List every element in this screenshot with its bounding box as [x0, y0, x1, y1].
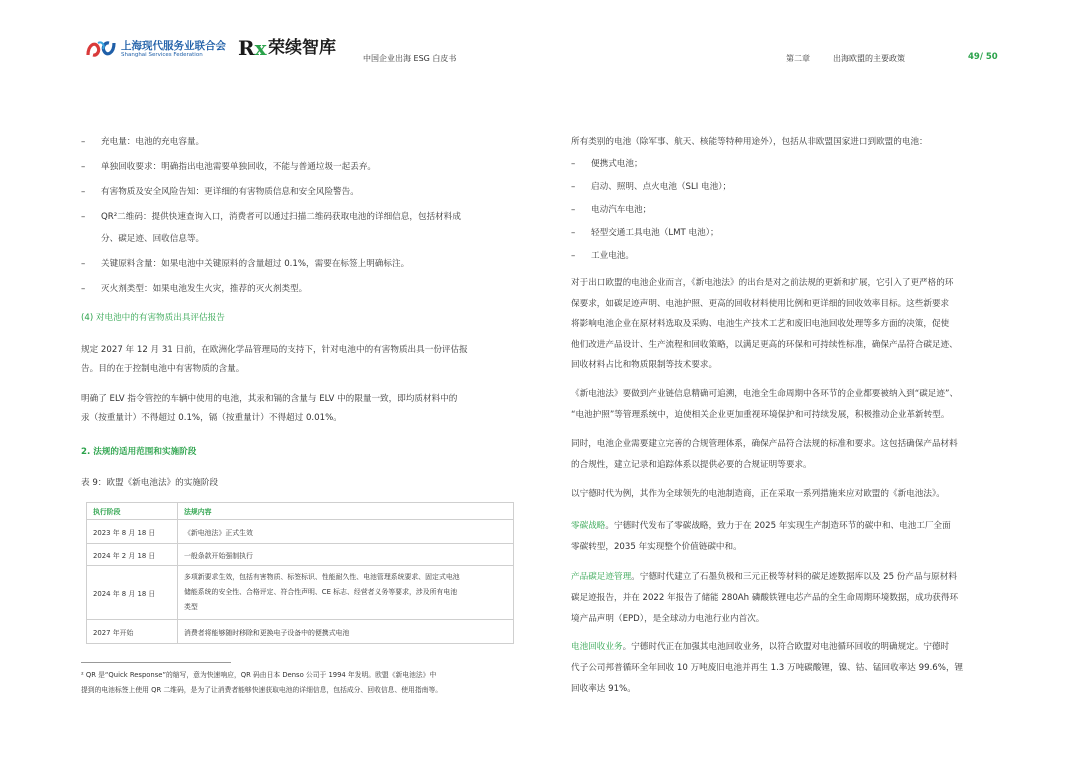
footprint-paragraph: 产品碳足迹管理。宁德时代建立了石墨负极和三元正极等材料的碳足迹数据库以及 25 份产品与原材料 碳足迹报告，并在 2022 年报告了储能 280Ah 磷酸铁锂电芯产品的全生命周期环境数据，成功获得环 境产品声明（EPD），是全球动力电池行业内首次。 [571, 572, 959, 624]
footnote-divider [81, 662, 231, 663]
table-row [87, 566, 514, 620]
rx-mark-r: R [238, 36, 255, 60]
table-cell-content: 消费者将能够随时移除和更换电子设备中的便携式电池 [178, 620, 514, 644]
rx-mark-x: x [254, 36, 267, 60]
federation-name-en: Shanghai Services Federation [121, 52, 203, 58]
section-heading: 2. 法规的适用范围和实施阶段 [81, 447, 197, 457]
paragraph: 明确了 ELV 指令管控的车辆中使用的电池，其汞和镉的含量与 ELV 中的限量一致，即均质材料中的 汞（按重量计）不得超过 0.1%，镉（按重量计）不得超过 0.01%。 [81, 394, 458, 423]
table-cell-stage: 2024 年 2 月 18 日 [87, 544, 178, 566]
brand-name: 荣续智库 [268, 38, 336, 58]
footprint-label: 产品碳足迹管理 [571, 572, 632, 582]
table-cell-stage: 2023 年 8 月 18 日 [87, 520, 178, 544]
table-caption: 表 9：欧盟《新电池法》的实施阶段 [81, 478, 219, 488]
right-column: 所有类别的电池（除军事、航天、核能等特种用途外），包括从非欧盟国家进口到欧盟的电池： – 便携式电池； – 启动、照明、点火电池（SLI 电池）； – 电动汽车电池； – 轻型交通工具电池（LMT 电池）； – 工业电池。 对于出口欧盟的电池企业而言，《新电池法》的出台是对之前法规的更新和扩展，它引入了更严格的环 保要求，如碳足迹声明、电池护照、更高的回收材料使用比例和更详细的回收效率目标。这些新要求 将影响电池企业在原材料选取及采购、电池生产技术工艺和废旧电池回收处理等多方面的决策，促使 他们改进产品设计、生产流程和回收策略，以满足更高的环保和可持续性标准，确保产品符合碳足迹、 回收材料占比和物质限制等技术要求。 《新电池法》要做到产业链信息精确可追溯，电池全生命周期中各环节的企业都要被纳入到“碳足迹”、 “电池护照”等管理系统中，迫使相关企业更加重视环境保护和可持续发展，积极推动企业革新转型。 同时，电池企业需要建立完善的合规管理体系，确保产品符合法规的标准和要求。这包括确保产品材料 的合规性，建立记录和追踪体系以提供必要的合规证明等要求。 以宁德时代为例，其作为全球领先的电池制造商，正在采取一系列措施来应对欧盟的《新电池法》。 零碳战略。宁德时代发布了零碳战略，致力于在 2025 年实现生产制造环节的碳中和、电池工厂全面 零碳转型，2035 年实现整个价值链碳中和。 产品碳足迹管理。宁德时代建立了石墨负极和三元正极等材料的碳足迹数据库以及 25 份产品与原材料 碳足迹报告，并在 2022 年报告了储能 280Ah 磷酸铁锂电芯产品的全生命周期环境数据，成功获得环 境产品声明（EPD），是全球动力电池行业内首次。 电池回收业务。宁德时代正在加强其电池回收业务，以符合欧盟对电池循环回收的明确规定。宁德时 代子公司邦普循环全年回收 10 万吨废旧电池并再生 1.3 万吨碳酸锂，镍、钴、锰回收率达 99.6%，锂 回收率达 91%。 [571, 0, 1011, 764]
implementation-table [86, 502, 514, 644]
federation-name-cn: 上海现代服务业联合会 [121, 40, 226, 52]
paragraph: 同时，电池企业需要建立完善的合规管理体系，确保产品符合法规的标准和要求。这包括确保产品材料 的合规性，建立记录和追踪体系以提供必要的合规证明等要求。 [571, 439, 958, 470]
sub-heading: (4) 对电池中的有害物质出具评估报告 [81, 313, 225, 323]
table-cell-content: 一般条款开始强制执行 [178, 544, 514, 566]
recycling-label: 电池回收业务 [571, 642, 623, 652]
paragraph: 规定 2027 年 12 月 31 日前，在欧洲化学品管理局的支持下，针对电池中的有害物质出具一份评估报 告。目的在于控制电池中有害物质的含量。 [81, 345, 468, 374]
left-column: – 充电量：电池的充电容量。 – 单独回收要求：明确指出电池需要单独回收，不能与普通垃圾一起丢弃。 – 有害物质及安全风险告知：更详细的有害物质信息和安全风险警告。 – QR²二维码：提供快速查询入口，消费者可以通过扫描二维码获取电池的详细信息，包括材料成 分、碳足迹、回收信息等。 – 关键原料含量：如果电池中关键原料的含量超过 0.1%，需要在标签上明确标注。 – 灭火剂类型：如果电池发生火灾，推荐的灭火剂类型。 (4) 对电池中的有害物质出具评估报告 规定 2027 年 12 月 31 日前，在欧洲化学品管理局的支持下，针对电池中的有害物质出具一份评估报 告。目的在于控制电池中有害物质的含量。 明确了 ELV 指令管控的车辆中使用的电池，其汞和镉的含量与 ELV 中的限量一致，即均质材料中的 汞（按重量计）不得超过 0.1%，镉（按重量计）不得超过 0.01%。 2. 法规的适用范围和实施阶段 表 9：欧盟《新电池法》的实施阶段 [81, 0, 521, 764]
intro-text: 所有类别的电池（除军事、航天、核能等特种用途外），包括从非欧盟国家进口到欧盟的电池： [571, 137, 928, 147]
table-header: 执行阶段 [87, 503, 178, 520]
recycling-paragraph: 电池回收业务。宁德时代正在加强其电池回收业务，以符合欧盟对电池循环回收的明确规定。宁德时 代子公司邦普循环全年回收 10 万吨废旧电池并再生 1.3 万吨碳酸锂，镍、钴、锰回收率达 99.6%，锂 回收率达 91%。 [571, 642, 964, 694]
table-cell-stage: 2027 年开始 [87, 620, 178, 644]
zero-carbon-label: 零碳战略 [571, 521, 606, 531]
chapter-label: 第二章 [786, 54, 810, 63]
zero-carbon-paragraph: 零碳战略。宁德时代发布了零碳战略，致力于在 2025 年实现生产制造环节的碳中和、电池工厂全面 零碳转型，2035 年实现整个价值链碳中和。 [571, 521, 951, 552]
section-label: 出海欧盟的主要政策 [833, 54, 905, 63]
table-cell-stage: 2024 年 8 月 18 日 [87, 566, 178, 620]
table-row [87, 544, 514, 566]
table-header: 法规内容 [178, 503, 514, 520]
page-number: 49/ 50 [968, 52, 998, 62]
table-row [87, 620, 514, 644]
document-title: 中国企业出海 ESG 白皮书 [363, 54, 457, 63]
paragraph: 以宁德时代为例，其作为全球领先的电池制造商，正在采取一系列措施来应对欧盟的《新电池法》。 [571, 489, 945, 499]
table-cell-content: 《新电池法》正式生效 [178, 520, 514, 544]
table-cell-content: 多项新要求生效，包括有害物质、标签标识、性能耐久性、电池管理系统要求、固定式电池 储能系统的安全性、合格评定、符合性声明、CE 标志、经营者义务等要求，涉及所有电池 类型 [178, 566, 514, 620]
table-header-row [87, 503, 514, 520]
table-row [87, 520, 514, 544]
paragraph: 对于出口欧盟的电池企业而言，《新电池法》的出台是对之前法规的更新和扩展，它引入了更严格的环 保要求，如碳足迹声明、电池护照、更高的回收材料使用比例和更详细的回收效率目标。这些新要求 将影响电池企业在原材料选取及采购、电池生产技术工艺和废旧电池回收处理等多方面的决策，促使 他们改进产品设计、生产流程和回收策略，以满足更高的环保和可持续性标准，确保产品符合碳足迹、 回收材料占比和物质限制等技术要求。 [571, 278, 958, 370]
paragraph: 《新电池法》要做到产业链信息精确可追溯，电池全生命周期中各环节的企业都要被纳入到“碳足迹”、 “电池护照”等管理系统中，迫使相关企业更加重视环境保护和可持续发展，积极推动企业革新转型。 [571, 389, 959, 420]
footnote: ² QR 是“Quick Response”的缩写，意为快速响应，QR 码由日本 Denso 公司于 1994 年发明。欧盟《新电池法》中 提到的电池标签上使用 QR 二维码，是为了让消费者能够快速获取电池的详细信息，包括成分、回收信息、使用指南等。 [81, 671, 443, 694]
